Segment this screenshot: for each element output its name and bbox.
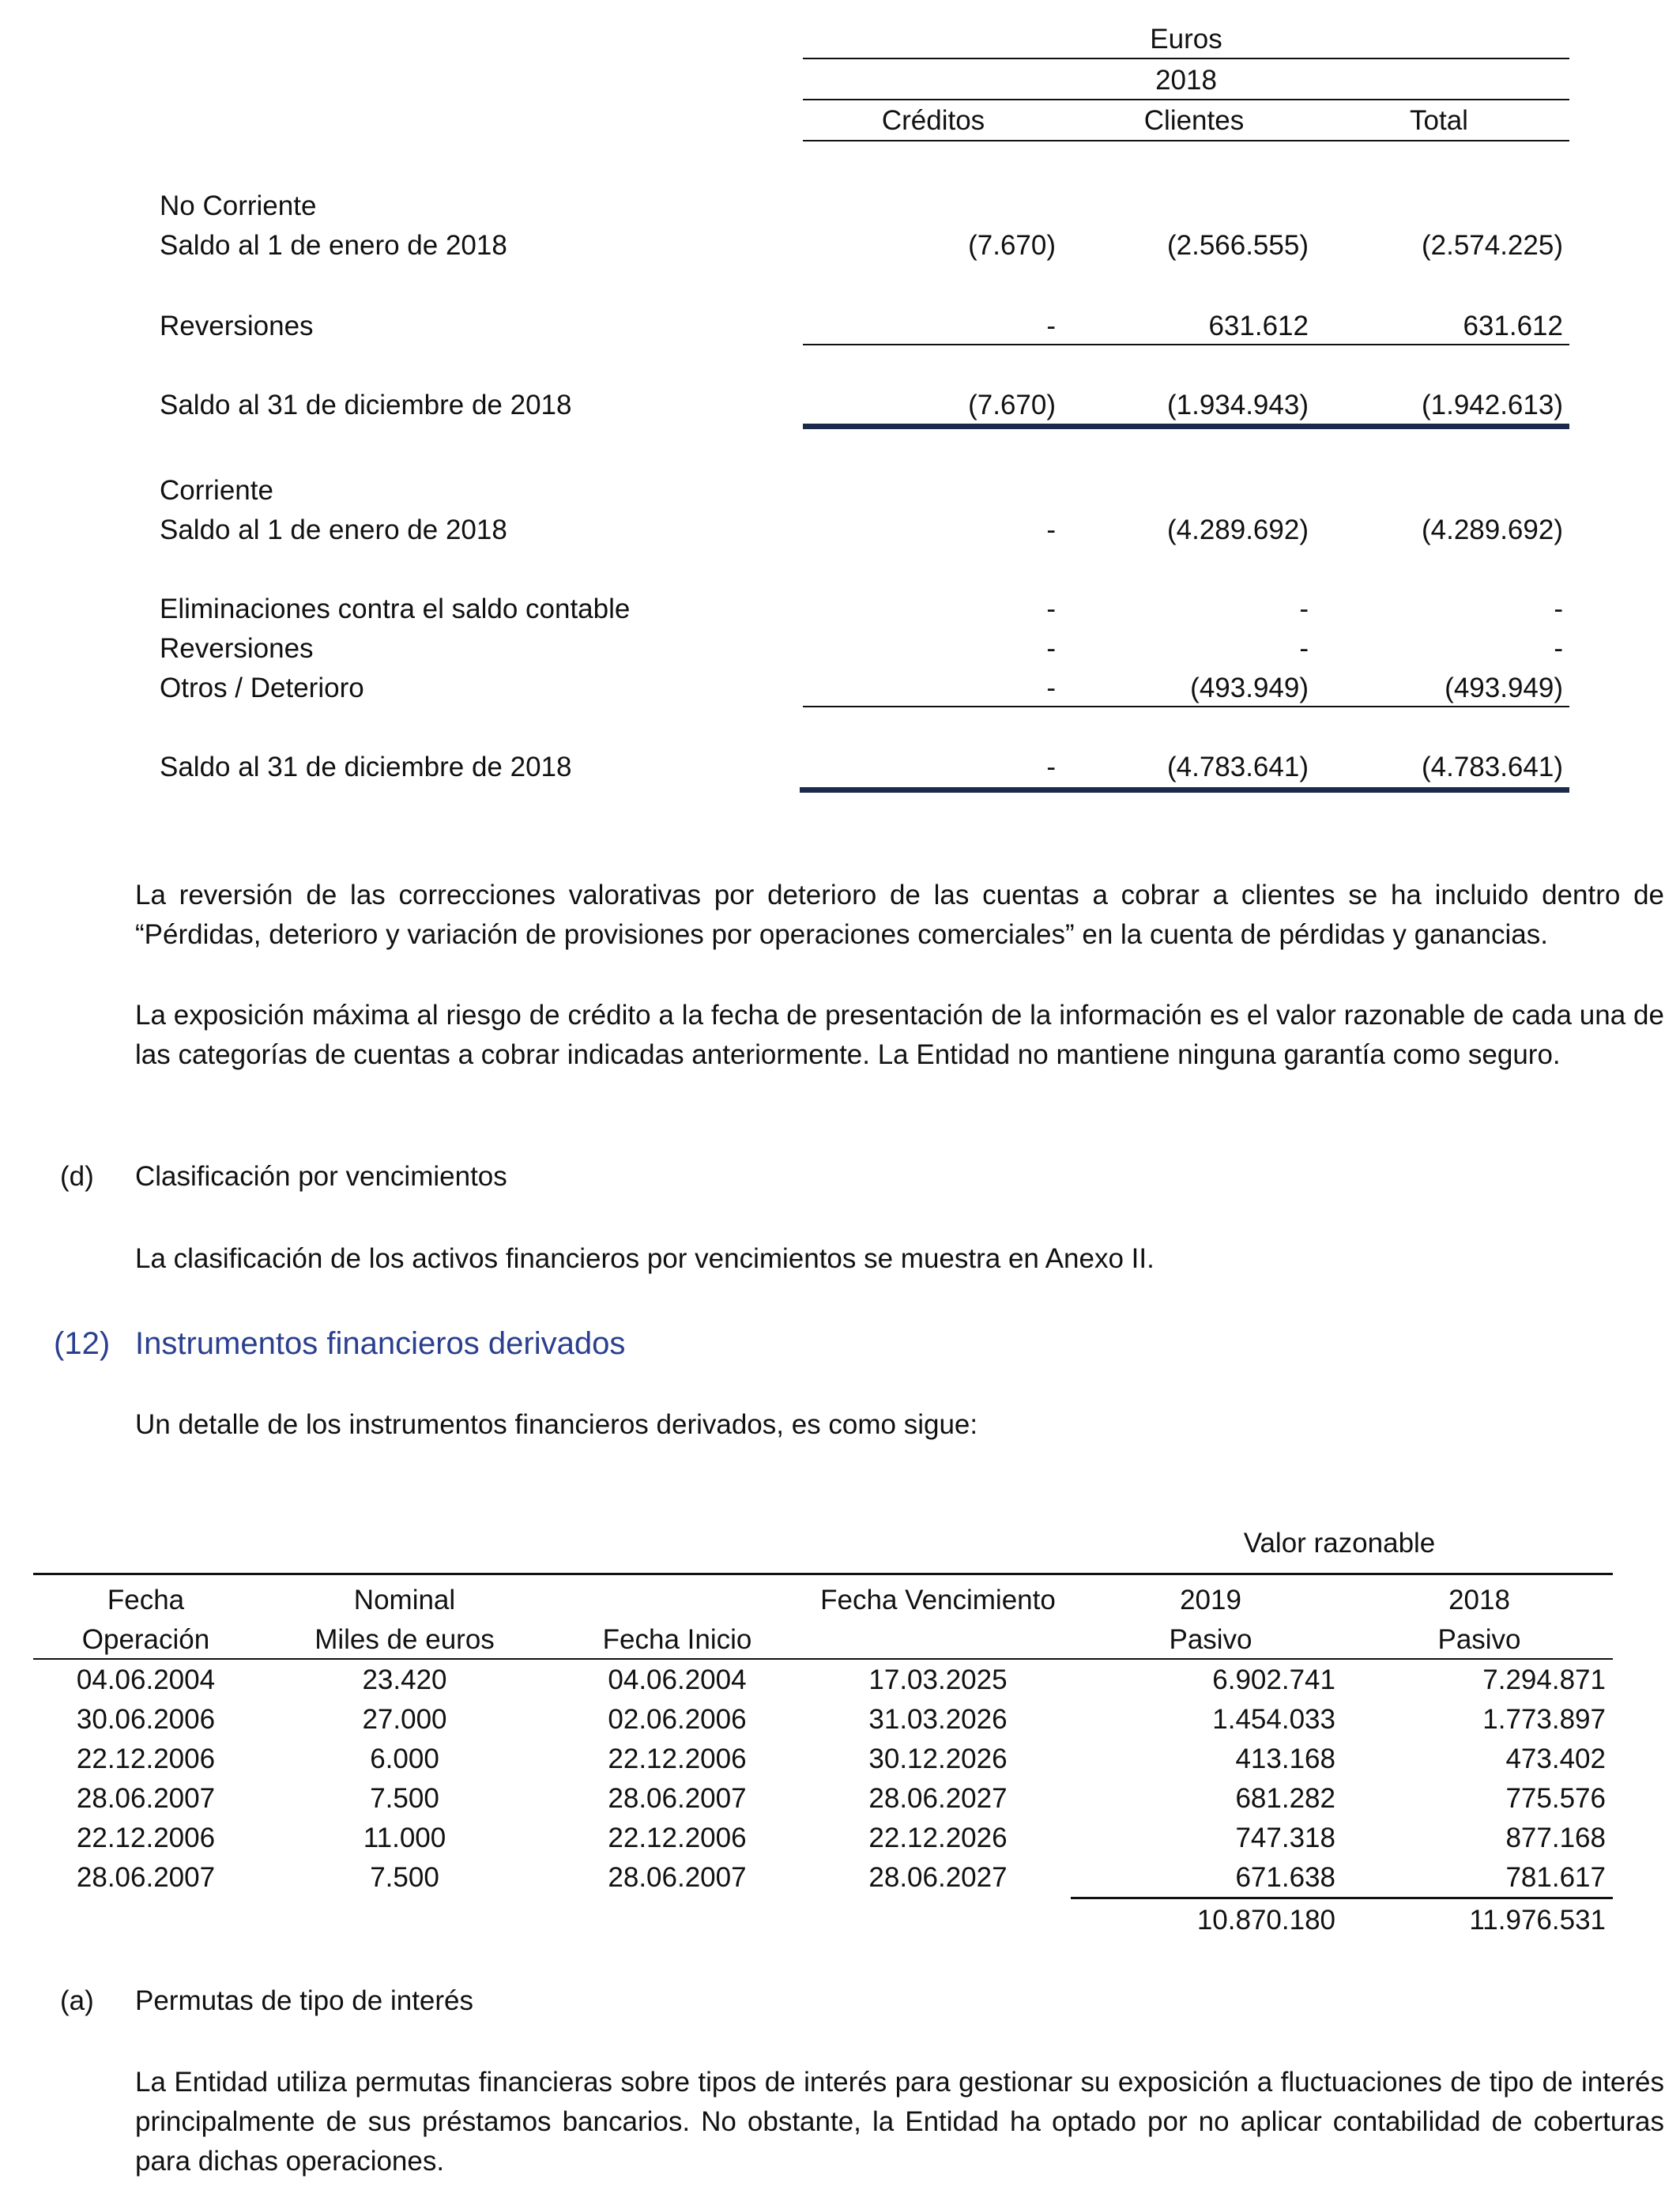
table1-cell: - [1046,311,1056,341]
table2-cell: 28.06.2007 [76,1783,216,1814]
table1-cell: - [1299,633,1309,664]
table1-row-label: Reversiones [160,311,314,341]
table1-cell: (2.574.225) [1421,230,1563,261]
table2-cell: 17.03.2025 [868,1664,1008,1695]
table1-cell: (2.566.555) [1166,230,1309,261]
table2-total-2019: 10.870.180 [1196,1905,1335,1936]
table1-cell: - [1046,594,1056,624]
table2-cell: 04.06.2004 [608,1664,747,1695]
table2-cell: 28.06.2007 [608,1862,747,1893]
table1-row-label: Reversiones [160,633,314,664]
table2-cell: 7.500 [370,1783,439,1814]
table2-rule-top [33,1573,1613,1575]
table1-row-label: Saldo al 31 de diciembre de 2018 [160,752,572,782]
table2-total-2018: 11.976.531 [1469,1905,1606,1936]
table1-cell: 631.612 [1463,311,1563,341]
table2-cell: 1.773.897 [1482,1704,1606,1735]
table1-cell: (7.670) [968,230,1056,261]
table2-cell: 27.000 [362,1704,447,1735]
table1-cell: - [1299,594,1309,624]
table2-header: Fecha Inicio [602,1624,752,1655]
table1-row-label: No Corriente [160,190,317,221]
table1-year: 2018 [1155,65,1217,96]
table2-cell: 775.576 [1505,1783,1606,1814]
table1-rule-year [803,99,1569,100]
table1-cell: (493.949) [1445,673,1563,703]
paragraph-reversion: La reversión de las correcciones valorativas por deterioro de las cuentas a cobrar a clientes se ha incluido dentro de “Pérdidas, deterioro y variación de provisiones por operaciones comerciales” en la cuenta de pérdidas y ganancias. [135,880,1664,950]
table2-cell: 7.294.871 [1482,1664,1606,1695]
table1-rule-header [803,140,1569,141]
table2-cell: 747.318 [1235,1823,1335,1853]
table1-rule-subtotal [803,344,1569,345]
table1-cell: (4.783.641) [1166,752,1309,782]
table1-cell: (1.942.613) [1421,390,1563,420]
table2-cell: 781.617 [1505,1862,1606,1893]
table1-col-total: Total [1410,105,1468,136]
table2-cell: 28.06.2007 [76,1862,216,1893]
table2-cell: 22.12.2006 [608,1823,747,1853]
paragraph-clasificacion: La clasificación de los activos financieros por vencimientos se muestra en Anexo II. [135,1243,1155,1274]
table1-rule-subtotal [803,706,1569,707]
table2-cell: 31.03.2026 [868,1704,1008,1735]
table1-cell: (7.670) [968,390,1056,420]
table2-cell: 1.454.033 [1212,1704,1335,1735]
section-number-12: (12) [54,1326,111,1361]
paragraph-exposicion: La exposición máxima al riesgo de crédito a la fecha de presentación de la información es el valor razonable de cada una de las categorías de cuentas a cobrar indicadas anteriormente. La Entidad no mantiene ninguna garantía como seguro. [135,1000,1664,1070]
table2-cell: 22.12.2006 [76,1823,216,1853]
section-title-12: Instrumentos financieros derivados [135,1326,626,1361]
table2-cell: 413.168 [1235,1744,1335,1774]
table2-cell: 22.12.2006 [76,1744,216,1774]
table2-cell: 671.638 [1235,1862,1335,1893]
table2-header: Pasivo [1437,1624,1521,1655]
table2-rule-total [1071,1897,1613,1899]
table1-rule-top [803,58,1569,59]
table1-cell: - [1046,673,1056,703]
table2-cell: 7.500 [370,1862,439,1893]
table2-header: Fecha [107,1585,185,1615]
table2-cell: 30.06.2006 [76,1704,216,1735]
table2-cell: 6.902.741 [1212,1664,1335,1695]
table1-unit-label: Euros [1150,24,1222,55]
table1-cell: - [1554,633,1563,664]
table2-cell: 473.402 [1505,1744,1606,1774]
table1-cell: (4.783.641) [1421,752,1563,782]
table2-cell: 22.12.2006 [608,1744,747,1774]
table2-header: Miles de euros [315,1624,495,1655]
table2-rule-header [33,1658,1613,1660]
table2-header: Nominal [353,1585,456,1615]
paragraph-permutas: La Entidad utiliza permutas financieras sobre tipos de interés para gestionar su exposición a fluctuaciones de tipo de interés principalmente de sus préstamos bancarios. No obstante, la Entidad ha optado por no aplicar contabilidad de coberturas para dichas operaciones. [135,2067,1664,2177]
table1-cell: - [1046,633,1056,664]
table2-header: Fecha Vencimiento [820,1585,1056,1615]
table2-cell: 681.282 [1235,1783,1335,1814]
table2-group-header: Valor razonable [1243,1528,1436,1559]
table1-row-label: Otros / Deterioro [160,673,364,703]
table1-row-label: Corriente [160,475,273,506]
table2-header: 2018 [1448,1585,1510,1615]
list-marker-d: (d) [60,1161,94,1192]
table2-header: 2019 [1180,1585,1241,1615]
list-marker-a: (a) [60,1985,94,2016]
table1-rule-total [800,787,1569,793]
table2-cell: 11.000 [363,1823,446,1853]
table2-cell: 04.06.2004 [76,1664,216,1695]
table1-row-label: Saldo al 31 de diciembre de 2018 [160,390,572,420]
table2-header: Operación [81,1624,210,1655]
table1-cell: - [1046,515,1056,545]
table1-col-clientes: Clientes [1143,105,1245,136]
table1-cell: (4.289.692) [1166,515,1309,545]
table1-cell: (493.949) [1190,673,1309,703]
table1-col-creditos: Créditos [881,105,985,136]
table2-cell: 23.420 [362,1664,447,1695]
table1-rule-total [803,424,1569,429]
subsection-title-d: Clasificación por vencimientos [135,1161,507,1192]
table2-cell: 02.06.2006 [608,1704,747,1735]
paragraph-detalle: Un detalle de los instrumentos financieros derivados, es como sigue: [135,1409,978,1440]
table2-cell: 28.06.2027 [868,1783,1008,1814]
table1-row-label: Eliminaciones contra el saldo contable [160,594,631,624]
table1-cell: - [1554,594,1563,624]
table1-cell: (1.934.943) [1166,390,1309,420]
table2-cell: 28.06.2007 [608,1783,747,1814]
table2-cell: 28.06.2027 [868,1862,1008,1893]
table2-cell: 22.12.2026 [868,1823,1008,1853]
table2-cell: 877.168 [1505,1823,1606,1853]
table1-cell: - [1046,752,1056,782]
subsection-title-a: Permutas de tipo de interés [135,1985,474,2016]
table1-cell: (4.289.692) [1421,515,1563,545]
table2-cell: 6.000 [370,1744,439,1774]
table2-header: Pasivo [1169,1624,1252,1655]
table2-cell: 30.12.2026 [868,1744,1008,1774]
table1-row-label: Saldo al 1 de enero de 2018 [160,515,507,545]
table1-row-label: Saldo al 1 de enero de 2018 [160,230,507,261]
table1-cell: 631.612 [1208,311,1309,341]
